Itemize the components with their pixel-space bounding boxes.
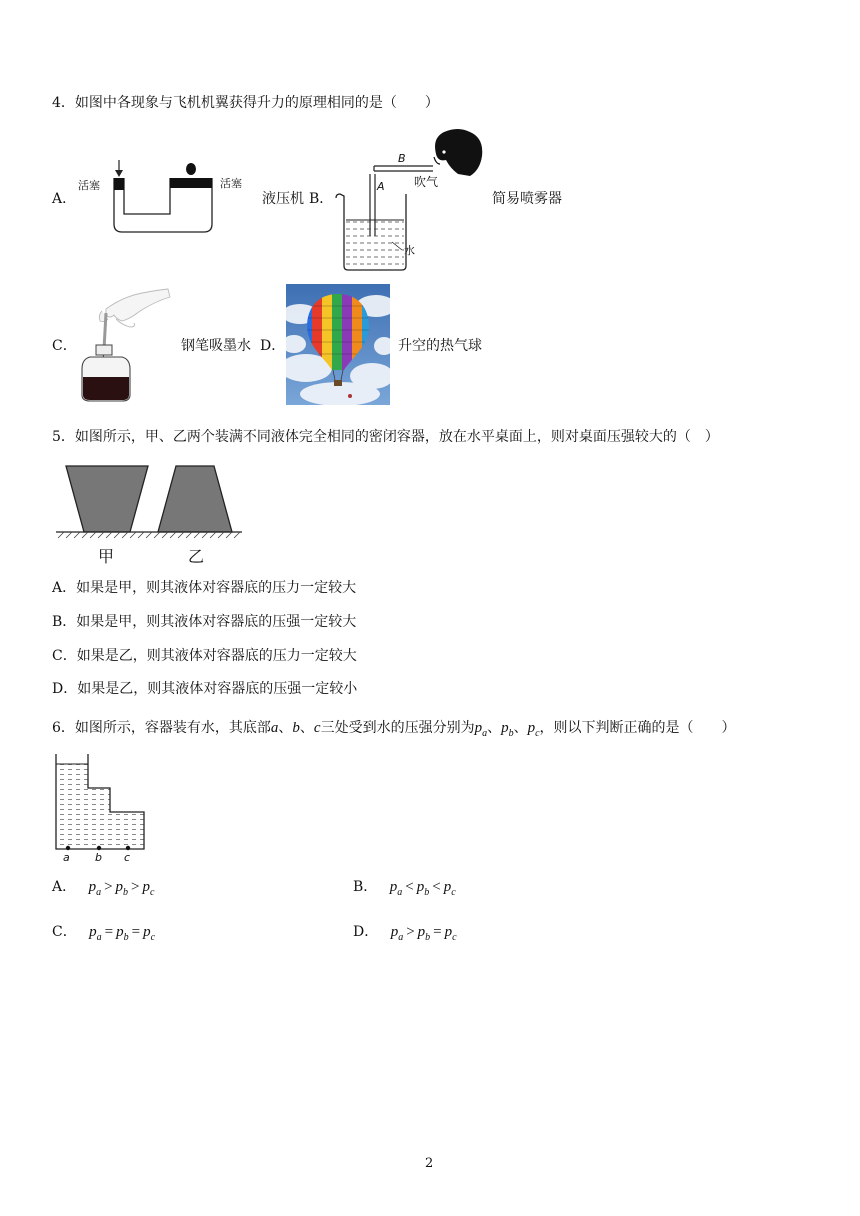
q4-option-d-text: 升空的热气球 — [398, 338, 482, 354]
q6-option-d: D． $p_a > p_b = p_c$ — [353, 924, 457, 943]
containers-figure — [54, 462, 244, 574]
point-label-c: c — [124, 851, 131, 864]
q4-option-a-prefix: A． — [52, 191, 77, 207]
q5-stem: 5．如图所示，甲、乙两个装满不同液体完全相同的密闭容器，放在水平桌面上，则对桌面压强较大的（ ） — [52, 429, 719, 445]
blow-label: 吹气 — [414, 175, 439, 189]
pressure-pa: $p_a$ — [474, 720, 488, 739]
var-c: c — [313, 720, 321, 736]
var-b: b — [292, 720, 300, 736]
q4-option-d-prefix: D． — [260, 338, 286, 354]
q5-option-d: D．如果是乙，则其液体对容器底的压强一定较小 — [52, 681, 358, 697]
separator: 、 — [487, 720, 502, 736]
option-prefix: C． — [52, 924, 77, 940]
point-label-b: b — [95, 851, 102, 864]
tube-label-a: A — [377, 180, 385, 193]
q6-stem-mid: 三处受到水的压强分别为 — [320, 720, 475, 736]
point-label-a: a — [63, 851, 70, 864]
q6-stem-prefix: 6．如图所示，容器装有水，其底部 — [52, 720, 271, 736]
piston-label-right: 活塞 — [220, 177, 242, 190]
option-prefix: D． — [353, 924, 379, 940]
q5-option-a: A．如果是甲，则其液体对容器底的压力一定较大 — [52, 580, 357, 596]
pressure-pb: $p_b$ — [501, 720, 514, 739]
sprayer-figure — [330, 124, 486, 274]
q5-option-c: C．如果是乙，则其液体对容器底的压力一定较大 — [52, 648, 357, 664]
q6-option-c: C． $p_a = p_b = p_c$ — [52, 924, 156, 943]
page-number: 2 — [425, 1156, 434, 1171]
separator: 、 — [513, 720, 528, 736]
stepped-container-figure — [52, 752, 152, 864]
hydraulic-press-figure — [72, 158, 258, 238]
piston-label-left: 活塞 — [78, 179, 100, 192]
pressure-pc: $p_c$ — [527, 720, 540, 739]
pen-ink-figure — [76, 285, 176, 403]
option-prefix: A． — [52, 879, 77, 895]
q4-option-a-text: 液压机 — [262, 191, 304, 207]
q4-stem: 4．如图中各现象与飞机机翼获得升力的原理相同的是（ ） — [52, 95, 439, 111]
q5-option-b: B．如果是甲，则其液体对容器底的压强一定较大 — [52, 614, 357, 630]
q6-stem — [52, 719, 736, 743]
separator: 、 — [278, 720, 293, 736]
q4-option-c-text: 钢笔吸墨水 — [181, 338, 251, 354]
option-prefix: B． — [353, 879, 378, 895]
label-yi: 乙 — [188, 547, 205, 566]
q4-option-c-prefix: C． — [52, 338, 77, 354]
q6-stem-suffix: ，则以下判断正确的是（ ） — [539, 720, 736, 736]
q4-option-b-text: 简易喷雾器 — [492, 191, 562, 207]
q6-option-b: B． $p_a < p_b < p_c$ — [353, 879, 456, 898]
label-jia: 甲 — [98, 547, 115, 566]
water-label: 水 — [404, 244, 415, 257]
q6-option-a: A． $p_a > p_b > p_c$ — [52, 879, 155, 898]
q4-option-b-prefix: B． — [309, 191, 334, 207]
hot-air-balloon-image — [286, 284, 390, 405]
separator: 、 — [299, 720, 314, 736]
tube-label-b: B — [398, 152, 406, 165]
var-a: a — [270, 720, 279, 736]
